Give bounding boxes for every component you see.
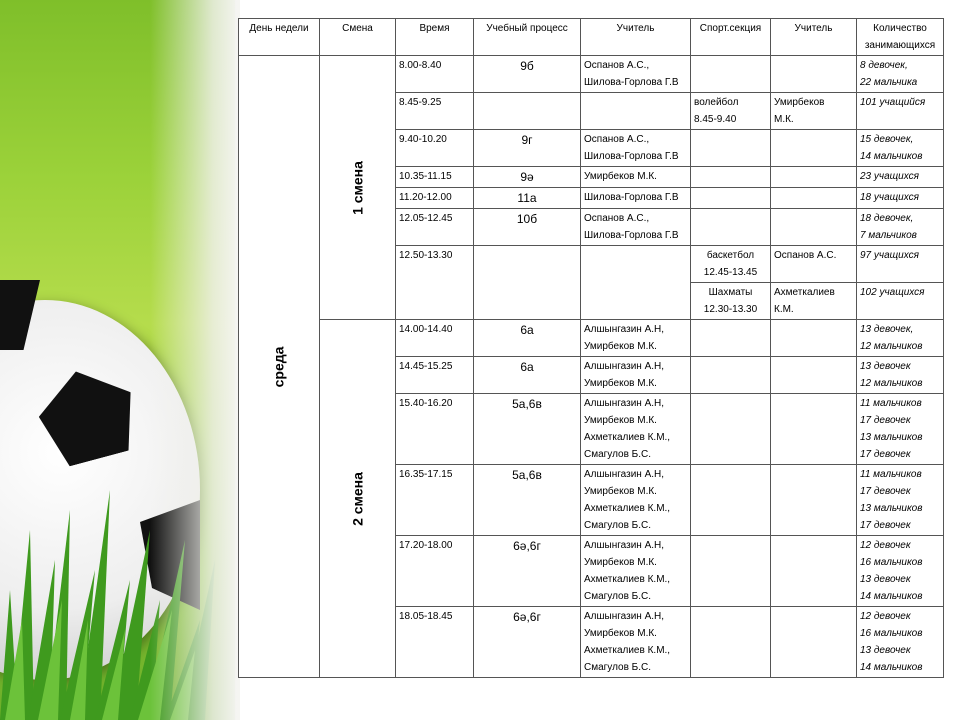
sport-teacher-cell (771, 209, 857, 246)
class-cell: 6ә,6г (474, 607, 581, 678)
sport-teacher-cell (771, 320, 857, 357)
header-teacher: Учитель (581, 19, 691, 56)
count-cell: 102 учащихся (857, 283, 944, 320)
count-cell: 11 мальчиков 17 девочек 13 мальчиков 17 девочек (857, 394, 944, 465)
time-cell: 16.35-17.15 (396, 465, 474, 536)
class-cell: 5а,6в (474, 394, 581, 465)
count-cell: 97 учащихся (857, 246, 944, 283)
sport-teacher-cell (771, 188, 857, 209)
sport-teacher-cell (771, 56, 857, 93)
class-cell (474, 93, 581, 130)
teacher-cell: Умирбеков М.К. (581, 167, 691, 188)
header-sport-section: Спорт.секция (691, 19, 771, 56)
teacher-cell: Алшынгазин А.Н, Умирбеков М.К. Ахметкалиев К.М., Смагулов Б.С. (581, 536, 691, 607)
class-cell: 11а (474, 188, 581, 209)
count-cell: 13 девочек, 12 мальчиков (857, 320, 944, 357)
table-header-row (239, 19, 944, 56)
header-count: Количество занимающихся (857, 19, 944, 56)
header-time: Время (396, 19, 474, 56)
class-cell: 9б (474, 56, 581, 93)
teacher-cell: Алшынгазин А.Н, Умирбеков М.К. (581, 357, 691, 394)
sport-cell (691, 536, 771, 607)
header-sport-teacher: Учитель (771, 19, 857, 56)
teacher-cell: Алшынгазин А.Н, Умирбеков М.К. Ахметкалиев К.М., Смагулов Б.С. (581, 607, 691, 678)
sport-teacher-cell (771, 536, 857, 607)
table-row (239, 56, 944, 93)
time-cell: 17.20-18.00 (396, 536, 474, 607)
sport-cell (691, 357, 771, 394)
count-cell: 12 девочек 16 мальчиков 13 девочек 14 мальчиков (857, 536, 944, 607)
time-cell: 18.05-18.45 (396, 607, 474, 678)
sport-cell: Шахматы 12.30-13.30 (691, 283, 771, 320)
teacher-cell: Оспанов А.С., Шилова-Горлова Г.В (581, 130, 691, 167)
count-cell: 18 девочек, 7 мальчиков (857, 209, 944, 246)
sport-cell: баскетбол 12.45-13.45 (691, 246, 771, 283)
shift-label: 2 смена (349, 471, 365, 526)
ball-panel-shape (0, 280, 40, 350)
shift-cell (320, 56, 396, 320)
time-cell: 10.35-11.15 (396, 167, 474, 188)
sport-cell (691, 130, 771, 167)
class-cell (474, 246, 581, 320)
sport-teacher-cell (771, 465, 857, 536)
sport-cell (691, 188, 771, 209)
count-cell: 15 девочек, 14 мальчиков (857, 130, 944, 167)
time-cell: 14.00-14.40 (396, 320, 474, 357)
class-cell: 6а (474, 357, 581, 394)
sport-cell (691, 167, 771, 188)
time-cell: 9.40-10.20 (396, 130, 474, 167)
header-day: День недели (239, 19, 320, 56)
sport-teacher-cell (771, 167, 857, 188)
count-cell: 13 девочек 12 мальчиков (857, 357, 944, 394)
teacher-cell: Оспанов А.С., Шилова-Горлова Г.В (581, 56, 691, 93)
sport-cell (691, 607, 771, 678)
schedule-table (238, 18, 944, 678)
class-cell: 10б (474, 209, 581, 246)
background-fade (150, 0, 240, 720)
sport-teacher-cell (771, 130, 857, 167)
teacher-cell: Оспанов А.С., Шилова-Горлова Г.В (581, 209, 691, 246)
time-cell: 14.45-15.25 (396, 357, 474, 394)
teacher-cell (581, 93, 691, 130)
sport-teacher-cell (771, 394, 857, 465)
sport-cell (691, 56, 771, 93)
count-cell: 12 девочек 16 мальчиков 13 девочек 14 мальчиков (857, 607, 944, 678)
class-cell: 9г (474, 130, 581, 167)
day-label: среда (270, 346, 287, 387)
sport-teacher-cell (771, 357, 857, 394)
time-cell: 12.50-13.30 (396, 246, 474, 320)
time-cell: 12.05-12.45 (396, 209, 474, 246)
sport-cell (691, 320, 771, 357)
class-cell: 5а,6в (474, 465, 581, 536)
sport-cell (691, 465, 771, 536)
count-cell: 8 девочек, 22 мальчика (857, 56, 944, 93)
ball-panel-shape (30, 359, 145, 471)
teacher-cell (581, 246, 691, 320)
sport-teacher-cell: Умирбеков М.К. (771, 93, 857, 130)
sport-cell (691, 394, 771, 465)
count-cell: 23 учащихся (857, 167, 944, 188)
time-cell: 8.00-8.40 (396, 56, 474, 93)
table-row (239, 320, 944, 357)
count-cell: 11 мальчиков 17 девочек 13 мальчиков 17 девочек (857, 465, 944, 536)
count-cell: 101 учащийся (857, 93, 944, 130)
header-shift: Смена (320, 19, 396, 56)
sport-teacher-cell: Ахметкалиев К.М. (771, 283, 857, 320)
sport-teacher-cell (771, 607, 857, 678)
sport-cell (691, 209, 771, 246)
class-cell: 6а (474, 320, 581, 357)
sport-teacher-cell: Оспанов А.С. (771, 246, 857, 283)
class-cell: 9ә (474, 167, 581, 188)
teacher-cell: Алшынгазин А.Н, Умирбеков М.К. Ахметкалиев К.М., Смагулов Б.С. (581, 465, 691, 536)
shift-cell (320, 320, 396, 678)
time-cell: 11.20-12.00 (396, 188, 474, 209)
class-cell: 6ә,6г (474, 536, 581, 607)
count-cell: 18 учащихся (857, 188, 944, 209)
shift-label: 1 смена (349, 160, 365, 215)
time-cell: 8.45-9.25 (396, 93, 474, 130)
teacher-cell: Алшынгазин А.Н, Умирбеков М.К. Ахметкалиев К.М., Смагулов Б.С. (581, 394, 691, 465)
teacher-cell: Шилова-Горлова Г.В (581, 188, 691, 209)
sport-cell: волейбол 8.45-9.40 (691, 93, 771, 130)
time-cell: 15.40-16.20 (396, 394, 474, 465)
day-cell (239, 56, 320, 678)
teacher-cell: Алшынгазин А.Н, Умирбеков М.К. (581, 320, 691, 357)
header-lesson: Учебный процесс (474, 19, 581, 56)
